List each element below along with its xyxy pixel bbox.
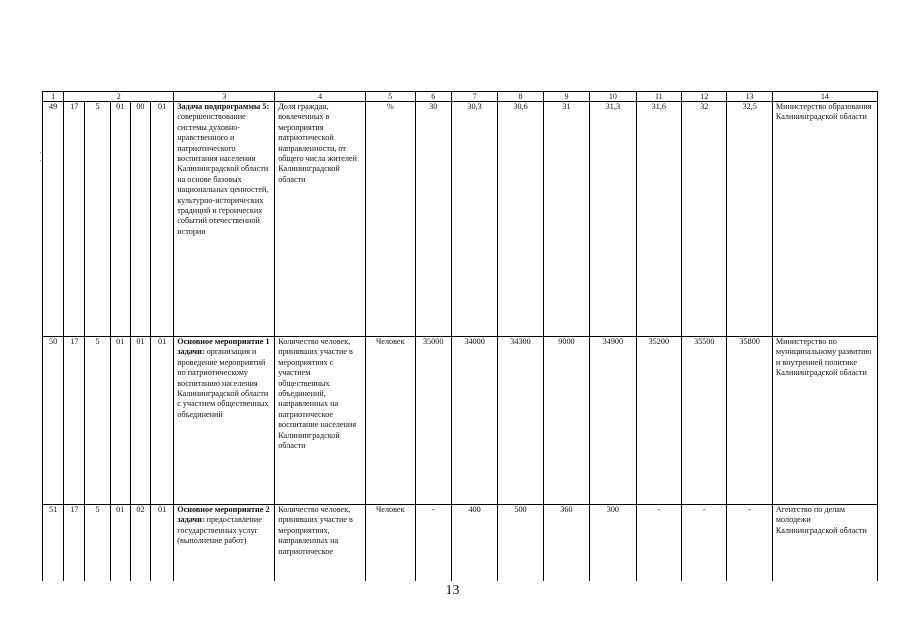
value-cell: 31,6 [636,102,681,337]
value-cell: - [727,505,772,581]
value-cell: - [636,505,681,581]
task-title: Основное мероприятие 1 задачи: [177,337,270,357]
code-cell: 01 [110,505,130,581]
value-cell: 30,3 [451,102,497,337]
responsible-cell: Агентство по делам молодежи Калининградской области [772,505,877,581]
value-cell: 32 [682,102,727,337]
value-cell: 500 [498,505,543,581]
header-cell: 14 [772,92,877,102]
header-cell: 8 [498,92,543,102]
unit-cell: Человек [366,337,415,505]
code-cell: 01 [151,505,174,581]
code-cell: 02 [130,505,150,581]
code-cell: 5 [85,505,110,581]
column-number-row [43,92,878,102]
value-cell: 360 [543,505,589,581]
responsible-cell: Министерство по муниципальному развитию и внутренней политике Калининградской области [772,337,877,505]
value-cell: 34000 [451,337,497,505]
row-number: 51 [43,505,64,581]
code-cell: 5 [85,102,110,337]
task-cell [174,505,275,581]
indicator-cell: Доля граждан, вовлеченных в мероприятия патриотической направленности, от общего числа жителей Калининградской области [275,102,366,337]
value-cell: 9000 [543,337,589,505]
task-title: Основное мероприятие 2 задачи: [177,505,270,525]
code-cell: 17 [64,505,85,581]
code-cell: 01 [130,337,150,505]
value-cell: 31 [543,102,589,337]
margin-mark [40,152,41,153]
indicators-table [42,91,878,581]
value-cell: 30,6 [498,102,543,337]
header-cell: 7 [451,92,497,102]
task-text: предоставление государственных услуг (выполнение работ) [177,515,262,546]
header-cell: 1 [43,92,64,102]
header-cell: 9 [543,92,589,102]
task-text: совершенствование системы духовно-нравственного и патриотического воспитания населения Калининградской области на основе базовых национальных ценностей, культурно-исторических традиций и героических событий отечественной истории [177,112,269,236]
value-cell: 400 [451,505,497,581]
row-number: 49 [43,102,64,337]
value-cell: 35000 [415,337,451,505]
task-cell [174,102,275,337]
code-cell: 01 [151,337,174,505]
code-cell: 01 [110,102,130,337]
table-row [43,337,878,505]
unit-cell: Человек [366,505,415,581]
value-cell: 34900 [590,337,636,505]
value-cell: 30 [415,102,451,337]
code-cell: 17 [64,337,85,505]
header-cell: 10 [590,92,636,102]
indicator-cell: Количество человек, принявших участие в мероприятиях с участием общественных объединений, направленных на патриотическое воспитание населения Калининградской области [275,337,366,505]
value-cell: 35800 [727,337,772,505]
code-cell: 01 [110,337,130,505]
header-cell: 3 [174,92,275,102]
margin-mark [40,160,41,161]
value-cell: 300 [590,505,636,581]
page-number: 13 [445,583,460,598]
header-cell: 6 [415,92,451,102]
value-cell: - [415,505,451,581]
row-number: 50 [43,337,64,505]
value-cell: 31,3 [590,102,636,337]
header-cell: 2 [64,92,174,102]
table-row [43,102,878,337]
header-cell: 5 [366,92,415,102]
header-cell: 11 [636,92,681,102]
value-cell: - [682,505,727,581]
header-cell: 4 [275,92,366,102]
value-cell: 34300 [498,337,543,505]
indicator-cell: Количество человек, принявших участие в мероприятиях, направленных на патриотическое [275,505,366,581]
code-cell: 5 [85,337,110,505]
value-cell: 35500 [682,337,727,505]
task-text: организация и проведение мероприятий по патриотическому воспитанию населения Калининградской области с участием общественных объединений [177,347,269,419]
header-cell: 12 [682,92,727,102]
responsible-cell: Министерство образования Калининградской области [772,102,877,337]
task-title: Задача подпрограммы 5: [177,102,270,111]
code-cell: 01 [151,102,174,337]
value-cell: 32,5 [727,102,772,337]
value-cell: 35200 [636,337,681,505]
header-cell: 13 [727,92,772,102]
code-cell: 17 [64,102,85,337]
unit-cell: % [366,102,415,337]
task-cell [174,337,275,505]
table-row [43,505,878,581]
code-cell: 00 [130,102,150,337]
